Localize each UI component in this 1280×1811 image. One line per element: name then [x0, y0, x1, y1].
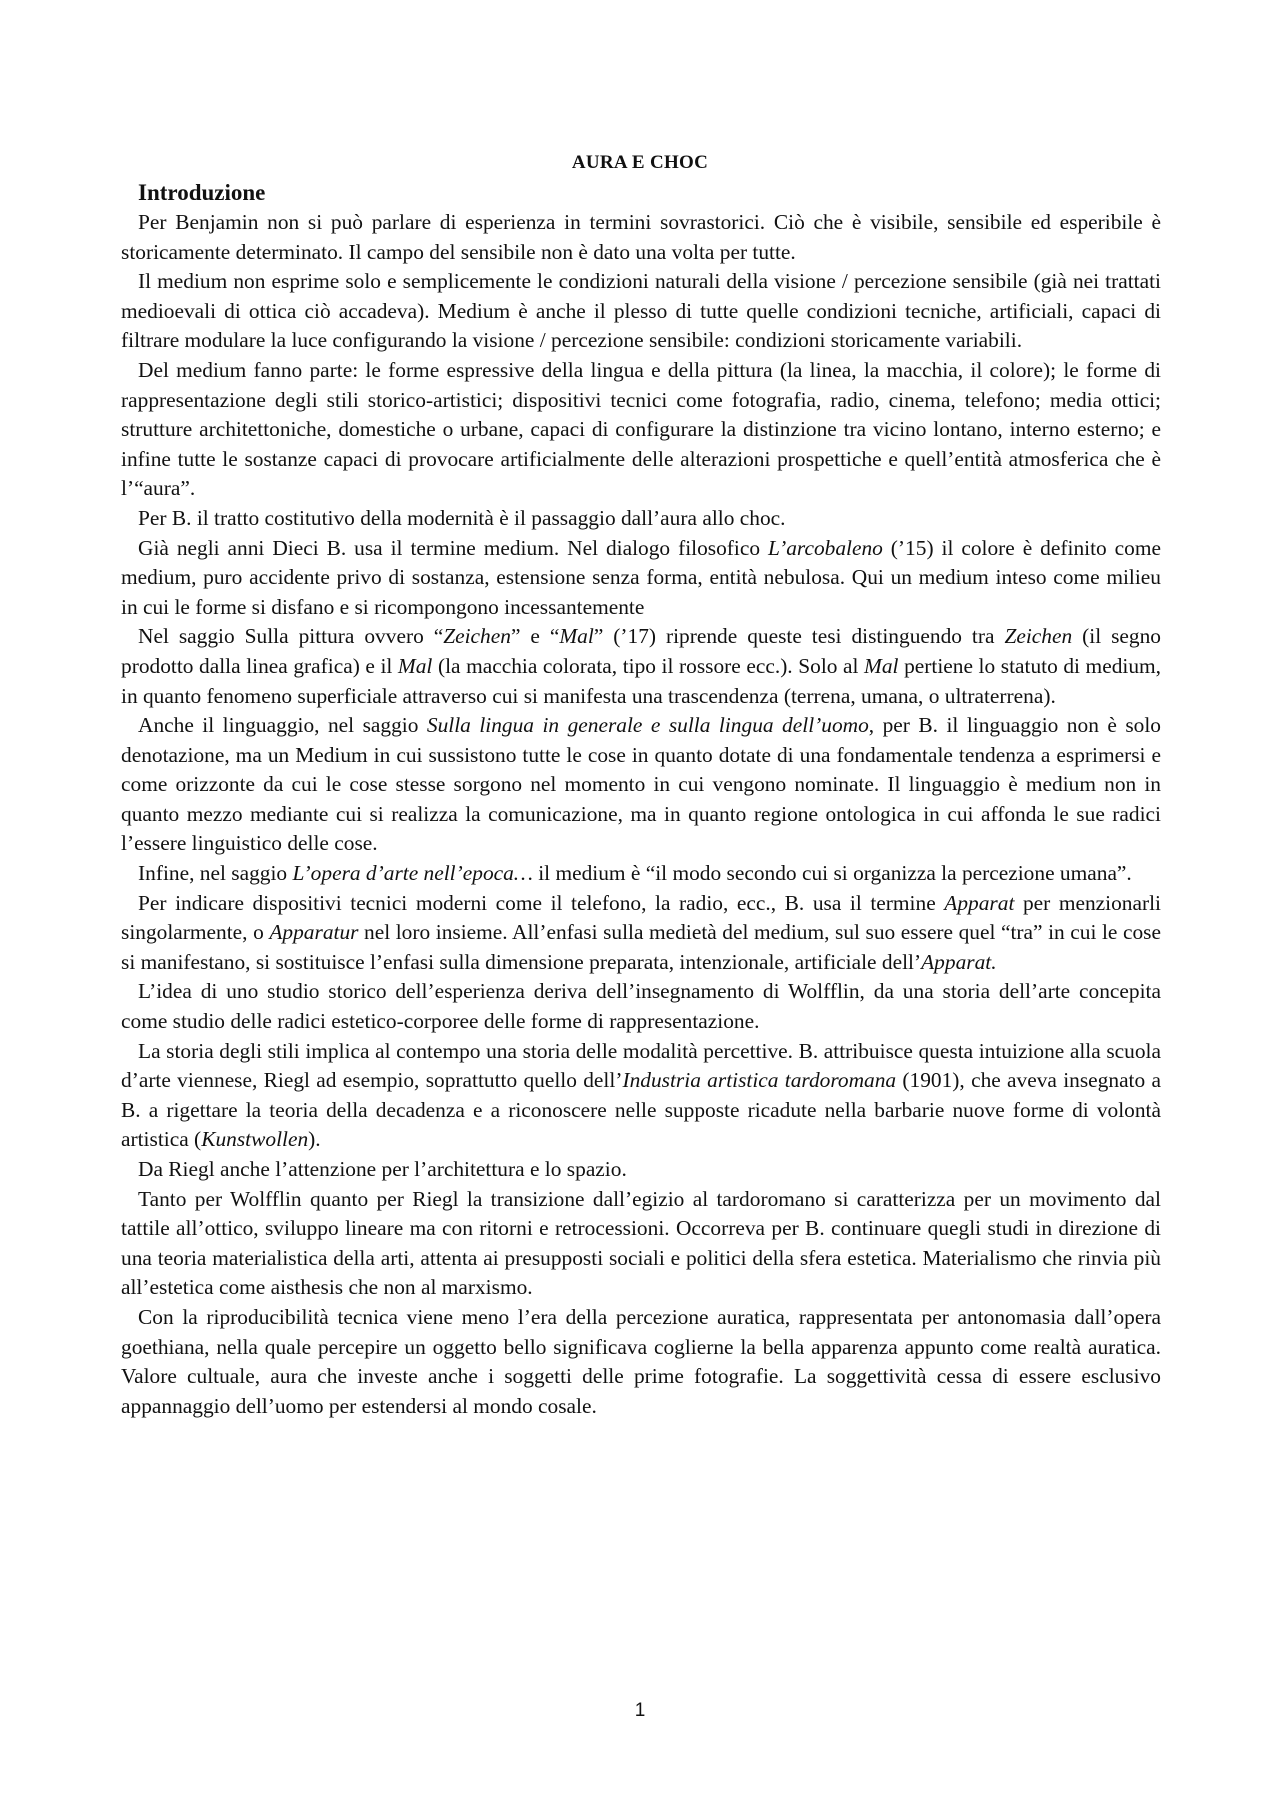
italic-run: Kunstwollen — [201, 1127, 309, 1152]
paragraph — [121, 1037, 1161, 1155]
text-run: Il medium non esprime solo e semplicemente le condizioni naturali della visione / percezione sensibile (già nei trattati medioevali di ottica ciò accadeva). Medium è anche il plesso di tutte quelle condizioni tecniche, artificiali, capaci di filtrare modulare la luce configurando la visione / percezione sensibile: condizioni storicamente variabili. — [121, 269, 1161, 353]
paragraph — [121, 977, 1161, 1036]
italic-run: Industria artistica tardoromana — [622, 1068, 897, 1093]
text-run: La storia degli stili implica al contempo una storia delle modalità percettive. B. attribuisce questa intuizione alla scuola d’arte viennese, Riegl ad esempio, soprattutto quello dell’ — [121, 1038, 1161, 1093]
italic-run: Mal — [559, 624, 594, 649]
italic-run: Mal — [397, 653, 433, 678]
text-run: (’15) il colore è definito come medium, puro accidente privo di sostanza, estensione senza forma, entità nebulosa. Qui un medium inteso come milieu in cui le forme si disfano e si ricompongono incessantemente — [121, 535, 1161, 619]
text-run: Con la riproducibilità tecnica viene meno l’era della percezione auratica, rappresentata per antonomasia dall’opera goethiana, nella quale percepire un oggetto bello significava coglierne la bella apparenza appunto come realtà auratica. Valore cultuale, aura che investe anche i soggetti delle prime fotografie. La soggettività cessa di essere esclusivo appannaggio dell’uomo per estendersi al mondo cosale. — [121, 1304, 1161, 1418]
paragraph — [121, 1155, 1161, 1185]
paragraph — [121, 267, 1161, 356]
text-run: L’idea di uno studio storico dell’esperienza deriva dell’insegnamento di Wolfflin, da una storia dell’arte concepita come studio delle radici estetico-corporee delle forme di rappresentazione. — [121, 979, 1161, 1034]
text-run: ). — [308, 1127, 321, 1152]
text-run: (1901), che aveva insegnato a B. a rigettare la teoria della decadenza e a riconoscere nelle supposte ricadute nella barbarie nuove forme di volontà artistica ( — [121, 1068, 1161, 1152]
section-heading: Introduzione — [138, 180, 266, 205]
text-run: per menzionarli singolarmente, o — [121, 890, 1161, 945]
text-run: Infine, nel saggio — [138, 861, 293, 886]
paragraph — [121, 534, 1161, 623]
text-run: Nel saggio Sulla pittura ovvero “ — [138, 624, 444, 649]
text-run: Anche il linguaggio, nel saggio — [138, 713, 427, 738]
italic-run: Apparat — [944, 890, 1015, 915]
text-run: (il segno prodotto dalla linea grafica) e il — [121, 624, 1161, 678]
text-run: Tanto per Wolfflin quanto per Riegl la transizione dall’egizio al tardoromano si caratterizza per un movimento dal tattile all’ottico, sviluppo lineare ma con ritorni e retrocessioni. Occorreva per B. continuare quegli studi in direzione di una teoria materialistica della arti, attenta ai presupposti sociali e politici della sfera estetica. Materialismo che rinvia più all’estetica come aisthesis che non al marxismo. — [121, 1186, 1161, 1300]
paragraph — [121, 889, 1161, 978]
text-run: pertiene lo statuto di medium, in quanto fenomeno superficiale attraverso cui si manifesta una trascendenza (terrena, umana, o ultraterrena). — [121, 653, 1162, 708]
paragraph — [121, 622, 1161, 711]
page-number: 1 — [634, 1700, 646, 1721]
paragraph — [121, 356, 1161, 504]
italic-run: L’arcobaleno — [768, 535, 883, 560]
text-run: Per Benjamin non si può parlare di esperienza in termini sovrastorici. Ciò che è visibile, sensibile ed esperibile è storicamente determinato. Il campo del sensibile non è dato una volta per tutte. — [121, 210, 1161, 264]
italic-run: Zeichen — [1004, 624, 1073, 649]
paragraph — [121, 711, 1161, 859]
document-title: AURA E CHOC — [571, 152, 709, 173]
text-run: Per B. il tratto costitutivo della modernità è il passaggio dall’aura allo choc. — [138, 505, 786, 530]
italic-run: Sulla lingua in generale e sulla lingua dell’uomo — [426, 713, 869, 738]
paragraph — [121, 859, 1161, 889]
italic-run: L’opera d’arte nell’epoca… — [292, 861, 533, 886]
text-run: ” (’17) riprende queste tesi distinguendo tra — [593, 624, 1005, 649]
text-run: Già negli anni Dieci B. usa il termine medium. Nel dialogo filosofico — [138, 535, 768, 560]
paragraph — [121, 1303, 1161, 1421]
paragraph — [121, 1185, 1161, 1303]
paragraph — [121, 504, 1161, 534]
text-run: (la macchia colorata, tipo il rossore ecc.). Solo al — [432, 653, 865, 678]
italic-run: Zeichen — [443, 624, 511, 649]
italic-run: Apparatur — [269, 920, 359, 945]
text-run: Per indicare dispositivi tecnici moderni come il telefono, la radio, ecc., B. usa il termine — [138, 890, 945, 915]
text-run: nel loro insieme. All’enfasi sulla medietà del medium, sul suo essere quel “tra” in cui le cose si manifestano, si sostituisce l’enfasi sulla dimensione preparata, intenzionale, artificiale dell’ — [121, 920, 1161, 974]
paragraph — [121, 208, 1161, 267]
text-run: , per B. il linguaggio non è solo denotazione, ma un Medium in cui sussistono tutte le cose in quanto dotate di una fondamentale tendenza a esprimersi e come orizzonte da cui le cose stesse sorgono nel momento in cui vengono nominate. Il linguaggio è medium non in quanto mezzo mediante cui si realizza la comunicazione, ma in quanto regione ontologica in cui affonda le sue radici l’essere linguistico delle cose. — [121, 713, 1161, 856]
text-run: Del medium fanno parte: le forme espressive della lingua e della pittura (la linea, la macchia, il colore); le forme di rappresentazione degli stili storico-artistici; dispositivi tecnici come fotografia, radio, cinema, telefono; media ottici; strutture architettoniche, domestiche o urbane, capaci di configurare la distinzione tra vicino lontano, interno esterno; e infine tutte le sostanze capaci di provocare artificialmente delle alterazioni prospettiche e quell’entità atmosferica che è l’“aura”. — [121, 357, 1161, 501]
text-run: ” e “ — [510, 624, 560, 649]
text-run: il medium è “il modo secondo cui si organizza la percezione umana”. — [532, 861, 1132, 886]
italic-run: Apparat. — [921, 949, 997, 974]
document-body — [121, 208, 1161, 1421]
italic-run: Mal — [864, 653, 899, 678]
text-run: Da Riegl anche l’attenzione per l’architettura e lo spazio. — [138, 1157, 627, 1181]
